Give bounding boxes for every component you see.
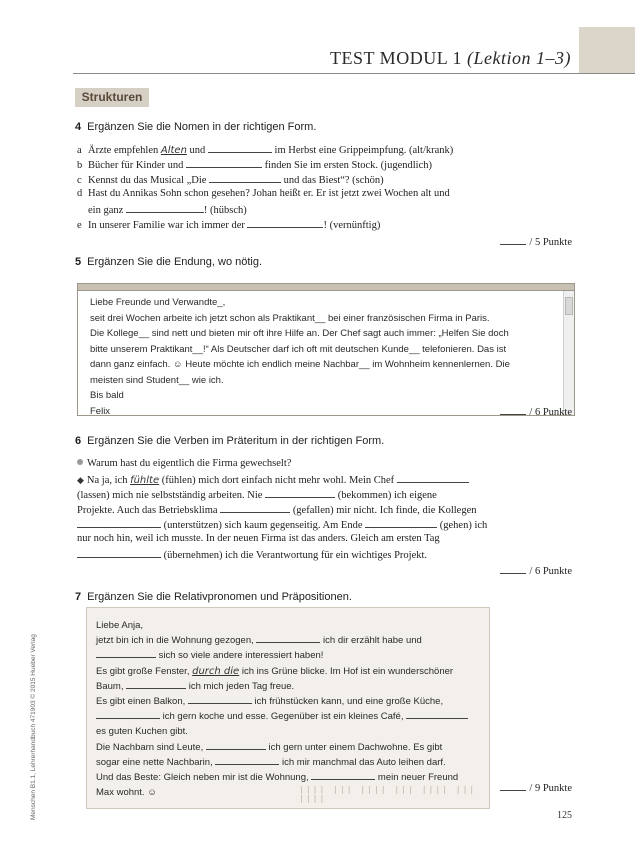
blank[interactable] [206, 740, 266, 750]
diamond-icon: ◆ [77, 475, 84, 485]
task6-line2: (lassen) mich nie selbstständig arbeiten. Nie (bekommen) ich eigene [77, 490, 437, 501]
task4-answer-a[interactable]: Alten [160, 145, 187, 156]
blank[interactable] [77, 548, 161, 558]
section-badge: Strukturen [75, 88, 149, 107]
decorative-ruler: |||| ||| |||| ||| |||| ||| |||| [299, 785, 477, 803]
task6-line4: (unterstützen) sich kaum gegenseitig. Am Ende (gehen) ich [77, 518, 487, 531]
task6-line6: (übernehmen) ich die Verantwortung für ein wichtiges Projekt. [77, 548, 427, 561]
letter-line: Es gibt einen Balkon, ich frühstücken kann, und eine große Küche, [96, 696, 444, 708]
blank[interactable] [77, 518, 161, 528]
letter-line: Max wohnt. ☺ [96, 787, 157, 799]
blank[interactable] [365, 518, 437, 528]
blank[interactable] [311, 770, 375, 780]
task5-score: / 6 Punkte [500, 405, 572, 418]
blank[interactable] [126, 203, 204, 213]
blank[interactable] [208, 143, 272, 153]
task6-score: / 6 Punkte [500, 564, 572, 577]
task4-item-b: b Bücher für Kinder und finden Sie im ersten Stock. (jugendlich) [77, 160, 432, 171]
blank[interactable] [126, 679, 186, 689]
email-line: meisten sind Student__ wie ich. [90, 374, 224, 386]
task6-question: Warum hast du eigentlich die Firma gewechselt? [77, 458, 291, 469]
page-number: 125 [557, 810, 572, 821]
email-line: bitte unserem Praktikant__!“ Als Deutscher darf ich oft mit deutschen Kunde__ telefonieren. Das ist [90, 343, 507, 355]
copyright-note: Menschen B1.1, Lehrerhandbuch 471903 © 2015 Hueber Verlag [30, 634, 37, 820]
task6-answer-line1: ◆ Na ja, ich fühlte (fühlen) mich dort einfach nicht mehr wohl. Mein Chef [77, 473, 469, 486]
blank[interactable] [96, 709, 160, 719]
score-blank[interactable] [500, 405, 526, 415]
email-line: Liebe Freunde und Verwandte_, [90, 297, 226, 308]
letter-line: jetzt bin ich in die Wohnung gezogen, ich dir erzählt habe und [96, 635, 422, 647]
scrollbar[interactable] [563, 291, 574, 415]
blank[interactable] [96, 648, 156, 658]
letter-line: sogar eine nette Nachbarin, ich mir manchmal das Auto leihen darf. [96, 756, 446, 768]
task7-letter-text [96, 618, 468, 800]
task7-score: / 9 Punkte [500, 781, 572, 794]
blank[interactable] [220, 503, 290, 513]
letter-line: sich so viele andere interessiert haben! [96, 648, 468, 663]
header-rule [73, 73, 635, 74]
task4-item-a: a Ärzte empfehlen Alten und im Herbst eine Grippeimpfung. (alt/krank) [77, 145, 454, 156]
email-line: Bis bald [90, 390, 124, 401]
task6-heading: 6 Ergänzen Sie die Verben im Präteritum in der richtigen Form. [75, 435, 385, 447]
page-title: TEST MODUL 1 (Lektion 1–3) [330, 48, 571, 68]
task4-item-e: e In unserer Familie war ich immer der ! (vernünftig) [77, 220, 381, 231]
scroll-thumb[interactable] [565, 297, 573, 315]
window-titlebar [78, 283, 574, 291]
blank[interactable] [215, 755, 279, 765]
blank[interactable] [188, 694, 252, 704]
task7-letter [86, 607, 490, 809]
dot-icon [77, 459, 83, 465]
blank[interactable] [406, 709, 468, 719]
task6-line5: nur noch hin, weil ich musste. In der neuen Firma ist das anders. Gleich am ersten Tag [77, 533, 440, 544]
score-blank[interactable] [500, 235, 526, 245]
blank[interactable] [209, 173, 281, 183]
task7-heading: 7 Ergänzen Sie die Relativpronomen und Präpositionen. [75, 591, 352, 603]
letter-line: Liebe Anja, [96, 620, 144, 631]
score-blank[interactable] [500, 781, 526, 791]
task5-email-window [77, 283, 575, 416]
task4-score: / 5 Punkte [500, 235, 572, 248]
email-line: Felix [90, 405, 111, 417]
task4-item-d: d Hast du Annikas Sohn schon gesehen? Johan heißt er. Er ist jetzt zwei Wochen alt und [77, 188, 450, 199]
blank[interactable] [247, 218, 323, 228]
blank[interactable] [186, 158, 262, 168]
blank[interactable] [265, 488, 335, 498]
task6-answer-handwritten[interactable]: fühlte [130, 475, 160, 486]
letter-line: es guten Kuchen gibt. [96, 726, 188, 738]
score-blank[interactable] [500, 564, 526, 574]
letter-line: Baum, ich mich jeden Tag freue. [96, 680, 295, 692]
task4-item-c: c Kennst du das Musical „Die und das Biest“? (schön) [77, 175, 384, 186]
corner-tab [579, 27, 635, 73]
task5-heading: 5 Ergänzen Sie die Endung, wo nötig. [75, 256, 263, 268]
letter-line: Die Nachbarn sind Leute, ich gern unter einem Dachwohne. Es gibt [96, 741, 443, 753]
email-line: dann ganz einfach. ☺ Heute möchte ich endlich meine Nachbar__ im Wohnheim kennenlernen. Die [90, 359, 510, 370]
task5-email-text [90, 295, 510, 419]
email-line: seit drei Wochen arbeite ich jetzt schon als Praktikant__ bei einer französischen Firma in Paris. [90, 312, 490, 324]
task6-line3: Projekte. Auch das Betriebsklima (gefallen) mir nicht. Ich finde, die Kollegen [77, 505, 477, 516]
blank[interactable] [256, 633, 320, 643]
letter-line: Es gibt große Fenster, durch die ich ins Grüne blicke. Im Hof ist ein wunderschöner [96, 665, 454, 677]
letter-line: ich gern koche und esse. Gegenüber ist ein kleines Café, [96, 709, 468, 724]
email-line: Die Kollege__ sind nett und bieten mir oft ihre Hilfe an. Der Chef sagt auch immer: „Helfen Sie doch [90, 328, 509, 339]
task4-item-d-cont: ein ganz ! (hübsch) [88, 205, 247, 216]
task4-heading: 4 Ergänzen Sie die Nomen in der richtigen Form. [75, 121, 317, 133]
letter-line: Und das Beste: Gleich neben mir ist die Wohnung, mein neuer Freund [96, 772, 459, 784]
task7-answer-handwritten[interactable]: durch die [192, 665, 240, 677]
blank[interactable] [397, 473, 469, 483]
